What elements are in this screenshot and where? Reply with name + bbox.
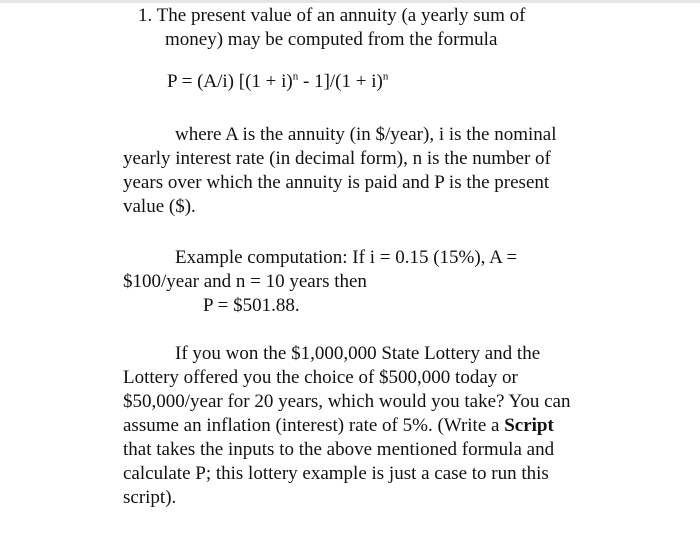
formula-part-1: P = (A/i) [(1 + i): [167, 71, 293, 92]
formula-exponent-1: n: [292, 70, 299, 83]
definition-line-4: value ($).: [123, 196, 196, 217]
example-line-2: $100/year and n = 10 years then: [123, 271, 367, 292]
formula-part-2: - 1]/(1 + i): [298, 71, 383, 92]
formula-exponent-2: n: [382, 70, 389, 83]
lottery-line-6: calculate P; this lottery example is just a case to run this: [123, 463, 549, 484]
lottery-line-3: $50,000/year for 20 years, which would you take? You can: [123, 391, 571, 412]
lottery-line-5: that takes the inputs to the above mentioned formula and: [123, 439, 555, 460]
lottery-line-1: If you won the $1,000,000 State Lottery and the: [175, 343, 541, 364]
lottery-line-4: [123, 414, 554, 437]
definition-line-3: years over which the annuity is paid and P is the present: [123, 172, 550, 193]
script-keyword: Script: [504, 415, 554, 436]
intro-line-1: 1. The present value of an annuity (a yearly sum of: [138, 5, 526, 26]
intro-line-2: money) may be computed from the formula: [165, 29, 498, 50]
top-divider: [0, 0, 700, 3]
definition-line-1: where A is the annuity (in $/year), i is the nominal: [175, 124, 557, 145]
annuity-formula: [167, 70, 388, 93]
example-result: P = $501.88.: [203, 295, 300, 316]
definition-line-2: yearly interest rate (in decimal form), n is the number of: [123, 148, 551, 169]
lottery-line-4-text: assume an inflation (interest) rate of 5%. (Write a: [123, 415, 505, 436]
example-line-1: Example computation: If i = 0.15 (15%), A =: [175, 247, 518, 268]
lottery-line-7: script).: [123, 487, 177, 508]
lottery-line-2: Lottery offered you the choice of $500,000 today or: [123, 367, 518, 388]
